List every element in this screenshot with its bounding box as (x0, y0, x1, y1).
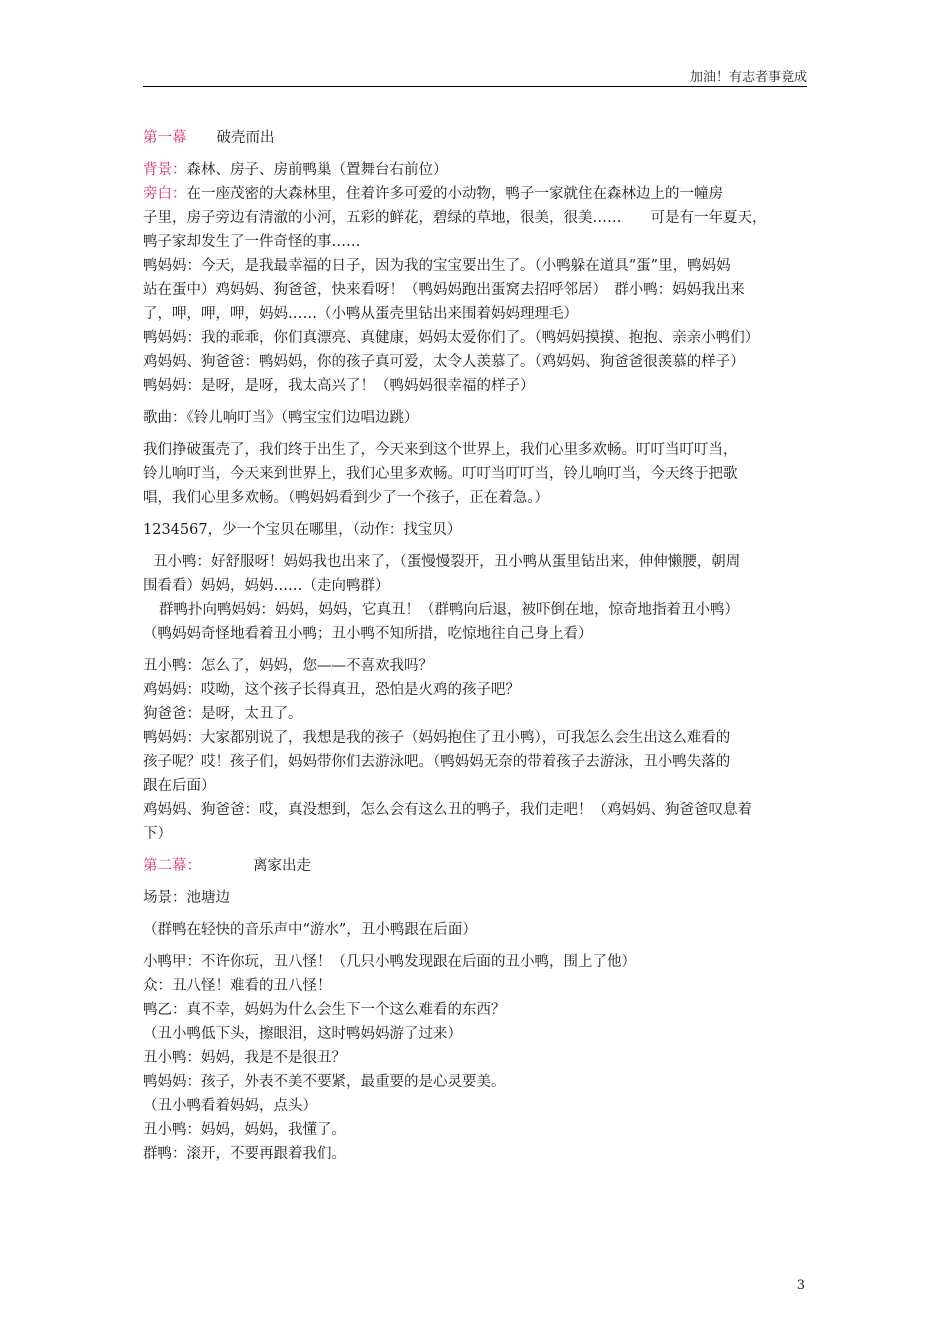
act2-label: 第二幕： (143, 858, 201, 874)
header-text: 加油！有志者事竟成 (689, 70, 807, 85)
header-rule (143, 86, 807, 87)
dialog-line: 众：丑八怪！难看的丑八怪！ (143, 978, 332, 994)
dialog-line: 鸡妈妈、狗爸爸：鸭妈妈，你的孩子真可爱，太令人羡慕了。（鸡妈妈、狗爸爸很羡慕的样子） (143, 354, 745, 370)
count-line: 1234567，少一个宝贝在哪里，（动作：找宝贝） (143, 522, 462, 538)
dialog-line: 丑小鸭：妈妈，我是不是很丑？ (143, 1050, 346, 1066)
act2-heading (143, 854, 807, 878)
dialog-line: 鸭妈妈：我的乖乖，你们真漂亮、真健康，妈妈太爱你们了。（鸭妈妈摸摸、抱抱、亲亲小鸭们） (143, 330, 760, 346)
dialog-line: 鸭妈妈：是呀，是呀，我太高兴了！（鸭妈妈很幸福的样子） (143, 378, 535, 394)
act1-background (143, 158, 807, 182)
ugly-duckling-line: 围看看）妈妈，妈妈……（走向鸭群） (143, 578, 390, 594)
stage-direction: （群鸭在轻快的音乐声中“游水”，丑小鸭跟在后面） (143, 922, 477, 938)
dialog-line: 跟在后面） (143, 778, 216, 794)
lyric-line: 我们挣破蛋壳了，我们终于出生了，今天来到这个世界上，我们心里多欢畅。叮叮当叮叮当， (143, 442, 738, 458)
mother-look-line: （鸭妈妈奇怪地看着丑小鸭；丑小鸭不知所措，吃惊地往自己身上看） (143, 626, 593, 642)
dialog-line: 鸡妈妈、狗爸爸：哎，真没想到，怎么会有这么丑的鸭子，我们走吧！（鸡妈妈、狗爸爸叹息着 (143, 802, 752, 818)
dialog-line: 鸭妈妈：今天，是我最幸福的日子，因为我的宝宝要出生了。（小鸭躲在道具“蛋”里，鸭妈妈 (143, 258, 731, 274)
act1-title: 破壳而出 (216, 130, 275, 146)
dialog-line: 群鸭：滚开，不要再跟着我们。 (143, 1146, 346, 1162)
narration-label: 旁白： (143, 186, 187, 202)
narration-line-1: 旁白：在一座茂密的大森林里，住着许多可爱的小动物，鸭子一家就住在森林边上的一幢房 (143, 186, 723, 202)
page-number: 3 (796, 1278, 805, 1293)
act1-label: 第一幕 (143, 130, 187, 146)
dialog-line: 丑小鸭：怎么了，妈妈，您——不喜欢我吗？ (143, 658, 433, 674)
narration-line-2: 子里，房子旁边有清澈的小河，五彩的鲜花，碧绿的草地，很美，很美…… 可是有一年夏天， (143, 210, 767, 226)
dialog-line: 鸭妈妈：大家都别说了，我想是我的孩子（妈妈抱住了丑小鸭），可我怎么会生出这么难看的 (143, 730, 731, 746)
background-text: 森林、房子、房前鸭巢（置舞台右前位） (186, 162, 448, 178)
dialog-line: （丑小鸭低下头，擦眼泪，这时鸭妈妈游了过来） (143, 1026, 462, 1042)
dialog-line: 小鸭甲：不许你玩，丑八怪！（几只小鸭发现跟在后面的丑小鸭，围上了他） (143, 954, 636, 970)
dialog-line: 丑小鸭：妈妈，妈妈，我懂了。 (143, 1122, 346, 1138)
narration-line-3: 鸭子家却发生了一件奇怪的事…… (143, 234, 361, 250)
dialog-line: 鸭乙：真不幸，妈妈为什么会生下一个这么难看的东西？ (143, 1002, 506, 1018)
dialog-line: 下） (143, 826, 172, 842)
act1-heading (143, 126, 807, 150)
flock-line: 群鸭扑向鸭妈妈：妈妈，妈妈，它真丑！（群鸭向后退，被吓倒在地，惊奇地指着丑小鸭） (159, 602, 739, 618)
ugly-duckling-line: 丑小鸭：好舒服呀！妈妈我也出来了，（蛋慢慢裂开，丑小鸭从蛋里钻出来，伸伸懒腰，朝周 (153, 554, 741, 570)
dialog-line: 孩子呢？哎！孩子们，妈妈带你们去游泳吧。（鸭妈妈无奈的带着孩子去游泳，丑小鸭失落的 (143, 754, 731, 770)
dialog-line: 鸭妈妈：孩子，外表不美不要紧，最重要的是心灵要美。 (143, 1074, 506, 1090)
document-body (143, 126, 807, 1166)
song-title: 歌曲：《铃儿响叮当》（鸭宝宝们边唱边跳） (143, 410, 419, 426)
lyric-line: 唱，我们心里多欢畅。（鸭妈妈看到少了一个孩子，正在着急。） (143, 490, 549, 506)
dialog-line: 鸡妈妈：哎呦，这个孩子长得真丑，恐怕是火鸡的孩子吧？ (143, 682, 520, 698)
act2-title: 离家出走 (253, 858, 311, 874)
scene-line: 场景：池塘边 (143, 890, 230, 906)
background-label: 背景： (143, 162, 187, 178)
lyric-line: 铃儿响叮当，今天来到世界上，我们心里多欢畅。叮叮当叮叮当，铃儿响叮当，今天终于把歌 (143, 466, 738, 482)
dialog-line: （丑小鸭看着妈妈，点头） (143, 1098, 317, 1114)
dialog-line: 站在蛋中）鸡妈妈、狗爸爸，快来看呀！（鸭妈妈跑出蛋窝去招呼邻居） 群小鸭：妈妈我出来 (143, 282, 745, 298)
dialog-line: 了，呷，呷，呷，妈妈……（小鸭从蛋壳里钻出来围着妈妈理理毛） (143, 306, 578, 322)
dialog-line: 狗爸爸：是呀，太丑了。 (143, 706, 303, 722)
